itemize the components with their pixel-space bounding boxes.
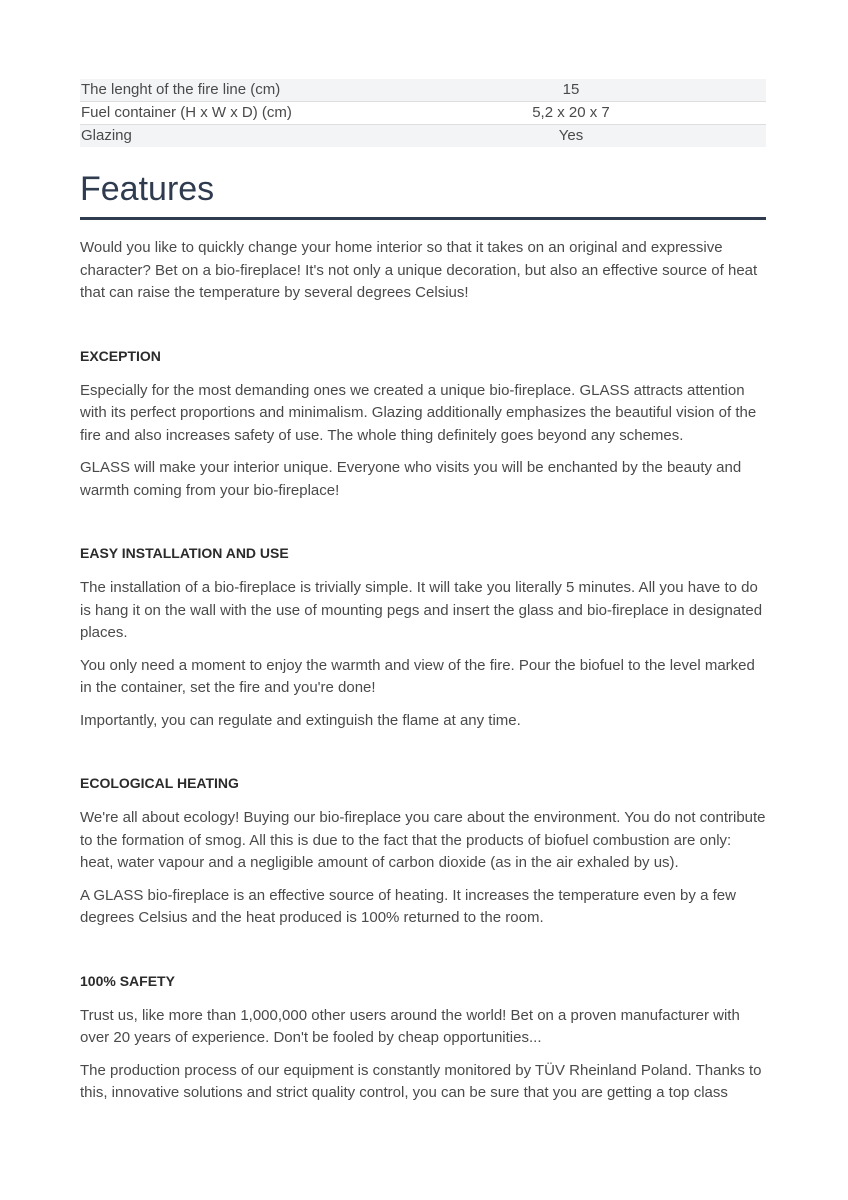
section-paragraph: GLASS will make your interior unique. Everyone who visits you will be enchanted by the beauty and warmth coming from your bio-fireplace!	[80, 459, 742, 499]
specs-table	[80, 79, 766, 147]
spec-label: The lenght of the fire line (cm)	[80, 79, 397, 102]
intro-paragraph: Would you like to quickly change your home interior so that it takes on an original and expressive character? Bet on a bio-fireplace! It's not only a unique decoration, but also an effective source of heat that can raise the temperature by several degrees Celsius!	[80, 239, 758, 301]
section-paragraph: The production process of our equipment is constantly monitored by TÜV Rheinland Poland. Thanks to this, innovative solutions and strict quality control, you can be sure that you are getting a top class	[80, 1061, 762, 1101]
table-row	[80, 102, 766, 125]
section-ecological-heating	[80, 774, 766, 930]
table-row	[80, 79, 766, 102]
section-title: EXCEPTION	[80, 347, 161, 364]
spec-value: 5,2 x 20 x 7	[397, 102, 766, 125]
section-paragraph: Importantly, you can regulate and extinguish the flame at any time.	[80, 711, 521, 729]
section-paragraph: The installation of a bio-fireplace is trivially simple. It will take you literally 5 minutes. All you have to do is hang it on the wall with the use of mounting pegs and insert the glass and bio-fireplace in designated places.	[80, 579, 763, 641]
spec-label: Fuel container (H x W x D) (cm)	[80, 102, 397, 125]
section-easy-installation	[80, 544, 766, 732]
section-exception	[80, 347, 766, 503]
features-heading: Features	[80, 169, 766, 220]
section-paragraph: Especially for the most demanding ones we created a unique bio-fireplace. GLASS attracts attention with its perfect proportions and minimalism. Glazing additionally emphasizes the beautiful vision of the fire and also increases safety of use. The whole thing definitely goes beyond any schemes.	[80, 381, 757, 444]
spec-value: 15	[397, 79, 766, 102]
spec-value: Yes	[397, 125, 766, 148]
section-paragraph: We're all about ecology! Buying our bio-fireplace you care about the environment. You do not contribute to the formation of smog. All this is due to the fact that the products of biofuel combustion are only: heat, water vapour and a negligible amount of carbon dioxide (as in the air exhaled by us).	[80, 809, 766, 871]
section-paragraph: Trust us, like more than 1,000,000 other users around the world! Bet on a proven manufacturer with over 20 years of experience. Don't be fooled by cheap opportunities...	[80, 1006, 740, 1046]
table-row	[80, 125, 766, 148]
section-safety	[80, 972, 766, 1105]
section-paragraph: A GLASS bio-fireplace is an effective source of heating. It increases the temperature even by a few degrees Celsius and the heat produced is 100% returned to the room.	[80, 886, 736, 926]
section-title: 100% SAFETY	[80, 972, 175, 989]
document-page	[80, 79, 766, 1105]
section-title: EASY INSTALLATION AND USE	[80, 545, 289, 561]
section-title: ECOLOGICAL HEATING	[80, 775, 239, 791]
section-paragraph: You only need a moment to enjoy the warmth and view of the fire. Pour the biofuel to the level marked in the container, set the fire and you're done!	[80, 656, 755, 696]
spec-label: Glazing	[80, 125, 397, 148]
